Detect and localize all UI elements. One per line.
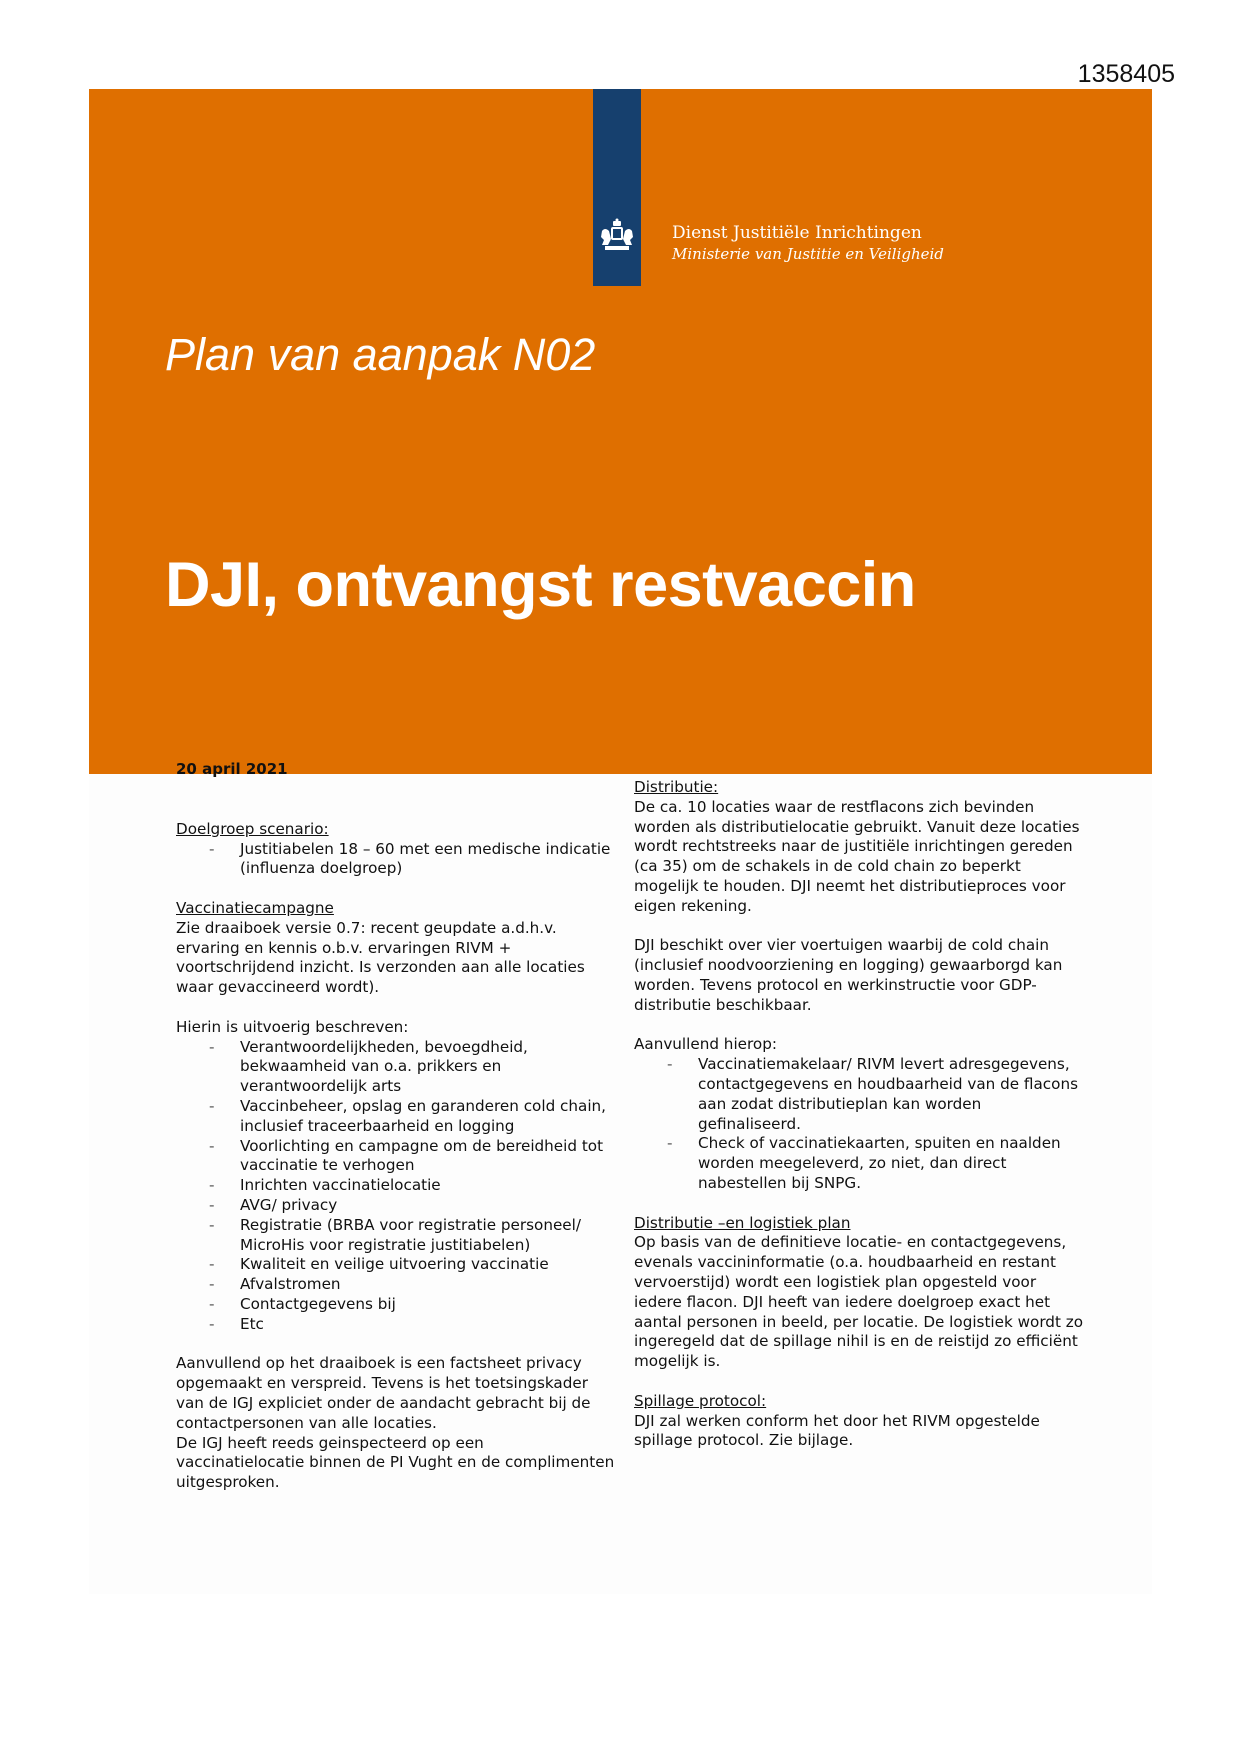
royal-coat-of-arms-icon <box>597 217 637 257</box>
list-item: - Verantwoordelijkheden, bevoegdheid, bekwaamheid van o.a. prikkers en verantwoordelijk arts <box>176 1038 616 1097</box>
beschreven-intro: Hierin is uitvoerig beschreven: <box>176 1017 409 1036</box>
campagne-text: Zie draaiboek versie 0.7: recent geupdate a.d.h.v. ervaring en kennis o.b.v. ervaringen RIVM + voortschrijdend inzicht. Is verzonden aan alle locaties waar gevaccineerd wordt). <box>176 918 585 997</box>
igj-text: De IGJ heeft reeds geinspecteerd op een vaccinatielocatie binnen de PI Vught en de complimenten uitgesproken. <box>176 1433 615 1492</box>
left-column <box>176 760 616 1493</box>
logo-text <box>672 222 944 265</box>
list-item: - Etc <box>176 1315 616 1335</box>
distributie-heading: Distributie: <box>634 778 719 796</box>
document-subtitle: Plan van aanpak N02 <box>165 329 596 380</box>
list-item: - Vaccinbeheer, opslag en garanderen cold chain, inclusief traceerbaarheid en logging <box>176 1097 616 1137</box>
list-item: - Afvalstromen <box>176 1275 616 1295</box>
aanvullend-text: Aanvullend op het draaiboek is een factsheet privacy opgemaakt en verspreid. Tevens is het toetsingskader van de IGJ expliciet onder de aandacht gebracht bij de contactpersonen van alle locaties. <box>176 1354 591 1432</box>
document-title: DJI, ontvangst restvaccin <box>165 550 916 620</box>
list-item: - Inrichten vaccinatielocatie <box>176 1176 616 1196</box>
document-id: 1358405 <box>1077 60 1175 88</box>
list-item: - Vaccinatiemakelaar/ RIVM levert adresgegevens, contactgegevens en houdbaarheid van de flacons aan zodat distributieplan kan worden gefinaliseerd. <box>634 1055 1084 1134</box>
hierop-list <box>634 1055 1084 1194</box>
campagne-heading: Vaccinatiecampagne <box>176 898 334 917</box>
distributie-text-2: DJI beschikt over vier voertuigen waarbij de cold chain (inclusief noodvoorziening en logging) gewaarborgd kan worden. Tevens protocol en werkinstructie voor GDP-distributie beschikbaar. <box>634 936 1063 1014</box>
document-date: 20 april 2021 <box>176 760 288 778</box>
list-item: - Justitiabelen 18 – 60 met een medische indicatie (influenza doelgroep) <box>176 840 616 880</box>
doelgroep-list <box>176 840 616 880</box>
spillage-text: DJI zal werken conform het door het RIVM opgestelde spillage protocol. Zie bijlage. <box>634 1411 1040 1450</box>
spillage-heading: Spillage protocol: <box>634 1391 767 1410</box>
cover-block <box>89 89 1152 774</box>
distributie-text-1: De ca. 10 locaties waar de restflacons zich bevinden worden als distributielocatie gebruikt. Vanuit deze locaties wordt rechtstreeks naar de justitiële inrichtingen gereden (ca 35) om de schakels in de cold chain zo beperkt mogelijk te houden. DJI neemt het distributieproces voor eigen rekening. <box>634 797 1080 915</box>
logo-bar <box>593 89 641 286</box>
logistiek-text: Op basis van de definitieve locatie- en contactgegevens, evenals vaccininformatie (o.a. houdbaarheid en restant vervoerstijd) wordt een logistiek plan opgesteld voor iedere flacon. DJI heeft van iedere doelgroep exact het aantal personen in beeld, per locatie. De logistiek wordt zo ingeregeld dat de spillage nihil is en de reistijd zo efficiënt mogelijk is. <box>634 1233 1083 1371</box>
list-item: - Check of vaccinatiekaarten, spuiten en naalden worden meegeleverd, zo niet, dan direct nabestellen bij SNPG. <box>634 1134 1084 1193</box>
list-item: - AVG/ privacy <box>176 1196 616 1216</box>
ministry-name: Ministerie van Justitie en Veiligheid <box>672 245 944 263</box>
beschreven-list <box>176 1038 616 1335</box>
list-item: - Registratie (BRBA voor registratie personeel/ MicroHis voor registratie justitiabelen) <box>176 1216 616 1256</box>
right-column <box>634 778 1084 1451</box>
list-item: - Kwaliteit en veilige uitvoering vaccinatie <box>176 1255 616 1275</box>
list-item: - Contactgegevens bij <box>176 1295 616 1315</box>
hierop-intro: Aanvullend hierop: <box>634 1035 777 1054</box>
doelgroep-heading: Doelgroep scenario: <box>176 819 329 838</box>
logistiek-heading: Distributie –en logistiek plan <box>634 1213 851 1232</box>
list-item: - Voorlichting en campagne om de bereidheid tot vaccinatie te verhogen <box>176 1137 616 1177</box>
org-name: Dienst Justitiële Inrichtingen <box>672 223 922 243</box>
